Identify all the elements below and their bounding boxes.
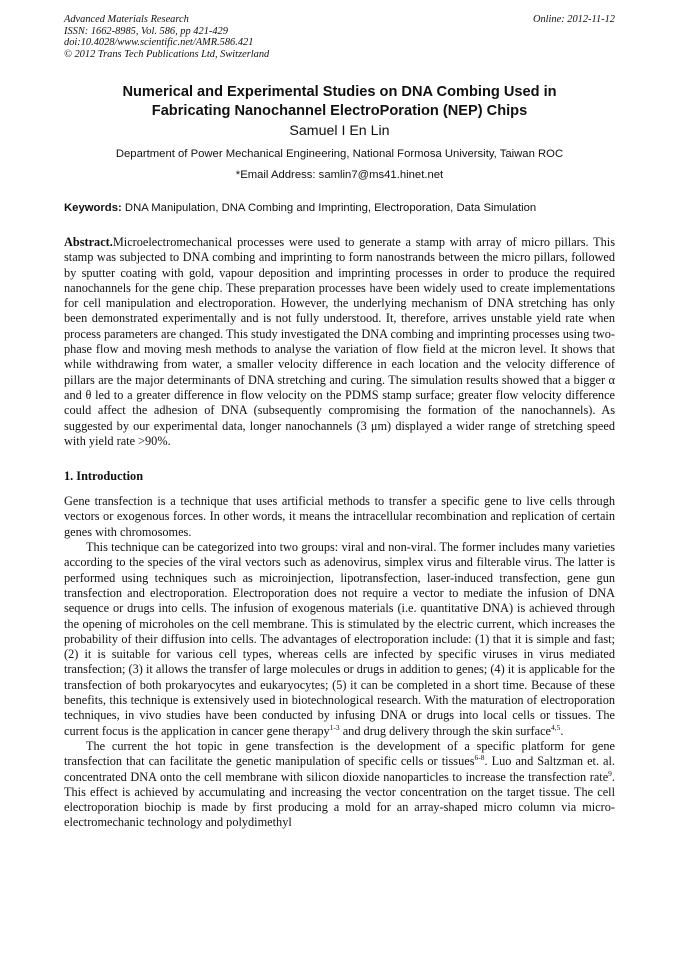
journal-name: Advanced Materials Research [64, 14, 189, 25]
keywords [64, 201, 615, 215]
citation-ref: 4,5 [551, 722, 561, 732]
intro-p3-text: . Luo and Saltzman et. al. concentrated DNA onto the cell membrane with silicon dioxide nanoparticles to increase the transfection rate [64, 754, 616, 784]
abstract-text: Microelectromechanical processes were used to generate a stamp with array of micro pillars. This stamp was subjected to DNA combing and imprinting to form nanostrands between the micro pillars, followed by sputter coating with gold, vapour deposition and imprinting processes in order to produce the required nanochannels for the gene chip. These preparation processes have been widely used to create implementations for cell manipulation and electroporation. However, the underlying mechanism of DNA stretching has only been demonstrated experimentally and is not fully understood. It, therefore, arrives unstable yield rate when process parameters are changed. This study investigated the DNA combing and imprinting processes using two-phase flow and moving mesh methods to analyse the variation of flow field at the micron level. It shows that while withdrawing from water, a smaller velocity difference in each location and the velocity difference of pillars are the major determinants of DNA stretching and curing. The simulation results showed that a bigger α and θ led to a greater difference in flow velocity on the PDMS stamp surface; greater flow velocity difference could affect the adhesion of DNA (subsequently compromising the formation of the nanochannels). As suggested by our experimental data, longer nanochannels (3 μm) displayed a wider range of stretching speed with yield rate >90%. [64, 235, 615, 448]
abstract-label: Abstract. [64, 235, 113, 249]
journal-header [64, 14, 615, 60]
intro-p2-text: and drug delivery through the skin surface [339, 723, 552, 738]
paper-title [64, 83, 615, 120]
journal-copyright: © 2012 Trans Tech Publications Ltd, Switzerland [64, 48, 270, 60]
citation-ref: 9 [608, 768, 612, 778]
paper-page [64, 14, 615, 831]
title-line-1: Numerical and Experimental Studies on DNA Combing Used in [122, 84, 557, 100]
author-affiliation: Department of Power Mechanical Engineering, National Formosa University, Taiwan ROC [115, 148, 564, 160]
intro-p2-text: This technique can be categorized into two groups: viral and non-viral. The former includes many varieties according to the species of the viral vectors such as adenovirus, simplex virus and filterable virus. The latter is performed using techniques such as microinjection, lipotransfection, laser-induced transfection, gene gun transfection and electroporation. Electroporation does not require a vector to mediate the infusion of DNA sequence or drugs into cells. The infusion of exogenous materials (i.e. quantitative DNA) is achieved through the opening of microholes on the cell membrane. This is stimulated by the electric current, which increases the probability of their diffusion into cells. The advantages of electroporation include: (1) that it is simple and fast; (2) it is suitable for various cell types, whereas cells are infected by specific viruses in virus mediated transfection; (3) it allows the transfer of large molecules or drugs in addition to genes; (4) it is applicable for the transfection of both prokaryocytes and eukaryocytes; (5) it can be completed in a short time. Because of these benefits, this technique is extensively used in biotechnological research. With the maturation of electroporation techniques, in vivo studies have been conducted by infusing DNA or drugs into local cells or tissues. The current focus is the application in cancer gene therapy [64, 540, 615, 738]
keywords-label: Keywords: [64, 202, 122, 214]
intro-paragraph-2 [64, 540, 615, 739]
abstract-paragraph [64, 235, 615, 449]
keywords-list: DNA Manipulation, DNA Combing and Imprinting, Electroporation, Data Simulation [121, 202, 537, 214]
citation-ref: 1-3 [329, 722, 340, 732]
intro-p3-text: . This effect is achieved by accumulating and increasing the vector concentration on the target tissue. The cell electroporation biochip is made by first producing a mold for an array-shaped micro column via micro-electromechanic technology and polydimethyl [64, 769, 615, 830]
online-date: Online: 2012-11-12 [532, 14, 615, 25]
citation-ref: 6-8 [474, 753, 485, 763]
intro-paragraph-1: Gene transfection is a technique that uses artificial methods to transfer a specific gene to live cells through vectors or exogenous forces. In other words, it means the intracellular recombination and replication of certain genes with chromosomes. [64, 494, 615, 539]
intro-p3-text: The current the hot topic in gene transfection is the development of a specific platform for gene transfection that can facilitate the genetic manipulation of specific cells or tissues [64, 738, 615, 769]
journal-doi: doi:10.4028/www.scientific.net/AMR.586.421 [64, 37, 254, 48]
author-email: *Email Address: samlin7@ms41.hinet.net [235, 169, 444, 181]
intro-paragraph-3 [64, 739, 615, 831]
title-line-2: Fabricating Nanochannel ElectroPoration (NEP) Chips [151, 102, 528, 119]
section-heading-introduction: 1. Introduction [64, 469, 144, 484]
journal-issn: ISSN: 1662-8985, Vol. 586, pp 421-429 [64, 25, 228, 37]
author-name: Samuel I En Lin [289, 123, 390, 139]
intro-p2-text: . [560, 723, 564, 738]
